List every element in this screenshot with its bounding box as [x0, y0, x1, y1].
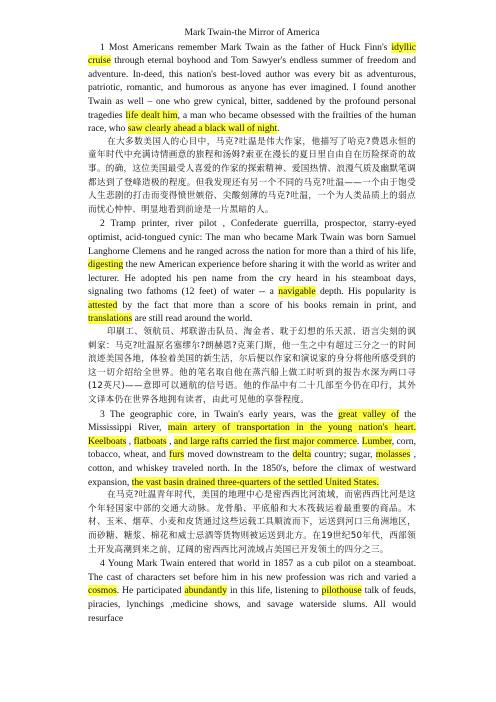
highlighted-phrase: main artery of transportation in the young nation's heart. — [167, 422, 416, 434]
text-run: depth. His popularity is — [315, 286, 417, 298]
paragraph-1-chinese: 在大多数美国人的心目中，马克?吐温是伟大作家，他描写了哈克?费恩永恒的童年时代中充满诗情画意的旅程和汤姆?索亚在漫长的夏日里自由自在历险探奇的故事。的确，这位美国最受人喜爱的作家的探索精神、爱国热情、浪漫气质及幽默笔调都达到了登峰造极的程度。但我发现还有另一个不同的马克?吐温——一个由于饱受人生悲剧的打击而变得愤世嫉俗、尖酸刻薄的马克?吐温，一个为人类品质上的弱点而忧心忡忡、明显地看到前途是一片黑暗的人。 — [88, 136, 416, 215]
highlighted-phrase: molasses — [375, 449, 411, 461]
text-run: , a man who became obsessed with the frailties of the human race, who — [88, 109, 417, 135]
highlighted-phrase: flatboats — [133, 435, 167, 447]
text-run: through eternal boyhood and Tom Sawyer's endless summer of freedom and adventure. In-deed, this nation's best-loved author was every bit as adventurous, patriotic, romantic, and humorous as anyone has ever imagined. I found another Twain as well – one who grew cynical, bitter, saddened by the profound personal tragedies — [88, 55, 416, 121]
highlighted-phrase: and large rafts carried the first major commerce — [173, 435, 357, 447]
text-run: . — [277, 123, 280, 135]
text-run: , — [126, 435, 134, 447]
text-run: moved downstream to the — [184, 449, 293, 461]
text-run: . — [356, 435, 362, 447]
text-run: country; sugar, — [311, 449, 376, 461]
text-run: . He participated — [116, 585, 185, 597]
highlighted-phrase: translations — [88, 313, 133, 325]
highlighted-phrase: the vast basin drained three-quarters of the settled United States. — [131, 476, 379, 488]
document-title: Mark Twain-the Mirror of America — [184, 27, 320, 38]
highlighted-phrase: Lumber — [361, 435, 392, 447]
text-run: 4 Young Mark Twain entered that world in 1857 as a cub pilot on a steamboat. The cast of characters set before him in his new profession was rich and varied a — [88, 558, 416, 583]
text-run: talk of feuds, piracies, lynchings ,medicine shows, and savage waterside slums. All would resurface — [88, 585, 416, 624]
paragraph-4 — [88, 557, 416, 625]
text-run: 1 Most Americans remember Mark Twain as the father of Huck Finn's — [100, 41, 392, 53]
text-run: , — [166, 435, 174, 447]
text-run: 2 Tramp printer, river pilot , Confederate guerrilla, prospector, starry-eyed optimist, acid-tongued cynic: The man who became Mark Twain was born Samuel Langhorne Clemens and he ranged across the nation for more than a third of his life, — [88, 218, 416, 257]
highlighted-phrase: great valley of — [338, 408, 400, 420]
highlighted-phrase: cosmos — [88, 585, 117, 597]
paragraph-1 — [88, 41, 416, 136]
paragraph-3-chinese: 在马克?吐温青年时代，美国的地理中心是密西西比河流域，而密西西比河是这个年轻国家中部的交通大动脉。龙骨船、平底船和大木筏载运着最重要的商品。木材、玉米、烟草、小麦和皮货通过这些运载工具顺流而下，运送到河口三角洲地区，而砂糖、糖浆、棉花和威士忌酒等货物则被运送到北方。在19世纪50年代，西部领土开发高潮到来之前，辽阔的密西西比河流域占美国已开发领土的四分之三。 — [88, 490, 416, 555]
text-run: in this life, listening to — [227, 585, 322, 597]
highlighted-phrase: pilothouse — [321, 585, 362, 597]
text-run: 3 The geographic core, in Twain's early years, was the — [100, 408, 339, 420]
text-run: by the fact that more than a score of his books remain in print, and — [117, 299, 416, 311]
document-page — [88, 26, 416, 625]
highlighted-phrase: Keelboats — [88, 435, 127, 447]
text-run: the new American experience before sharing it with the world as writer and lecturer. He adopted his pen name from the cry heard in his steamboat days, signaling two fathoms (12 feet) of water -- a — [88, 259, 416, 298]
text-run: , cotton, and whiskey traveled north. In the 1850's, before the climax of westward expansion, — [88, 449, 416, 488]
text-run: the Mississippi River, — [88, 408, 416, 434]
highlighted-phrase: furs — [169, 449, 185, 461]
highlighted-phrase: saw clearly ahead a black wall of night — [127, 123, 278, 135]
highlighted-phrase: life dealt him — [125, 109, 178, 121]
text-run: , corn, tobacco, wheat, and — [88, 435, 416, 461]
paragraph-3 — [88, 408, 416, 490]
highlighted-phrase: delta — [292, 449, 312, 461]
highlighted-phrase: abundantly — [184, 585, 228, 597]
highlighted-phrase: idyllic cruise — [88, 41, 416, 67]
text-run: are still read around the world. — [132, 313, 253, 325]
paragraph-2-chinese: 印刷工、领航员、邦联游击队员、淘金者、耽于幻想的乐天派、语言尖刻的讽刺家：马克?吐温原名塞缪尔?朗赫恩?克莱门斯，他一生之中有超过三分之一的时间浪迹美国各地，体验着美国的新生活，尔后便以作家和演说家的身分将他所感受到的这一切介绍给全世界。他的笔名取自他在蒸汽船上做工时听到的报告水深为两口寻(12英尺)——意即可以通航的信号语。他的作品中有二十几部至今仍在印行，其外文译本仍在世界各地拥有读者，由此可见他的享誉程度。 — [88, 327, 416, 406]
highlighted-phrase: attested — [88, 299, 118, 311]
highlighted-phrase: digesting — [88, 259, 124, 271]
paragraph-2 — [88, 217, 416, 326]
highlighted-phrase: navigable — [278, 286, 316, 298]
